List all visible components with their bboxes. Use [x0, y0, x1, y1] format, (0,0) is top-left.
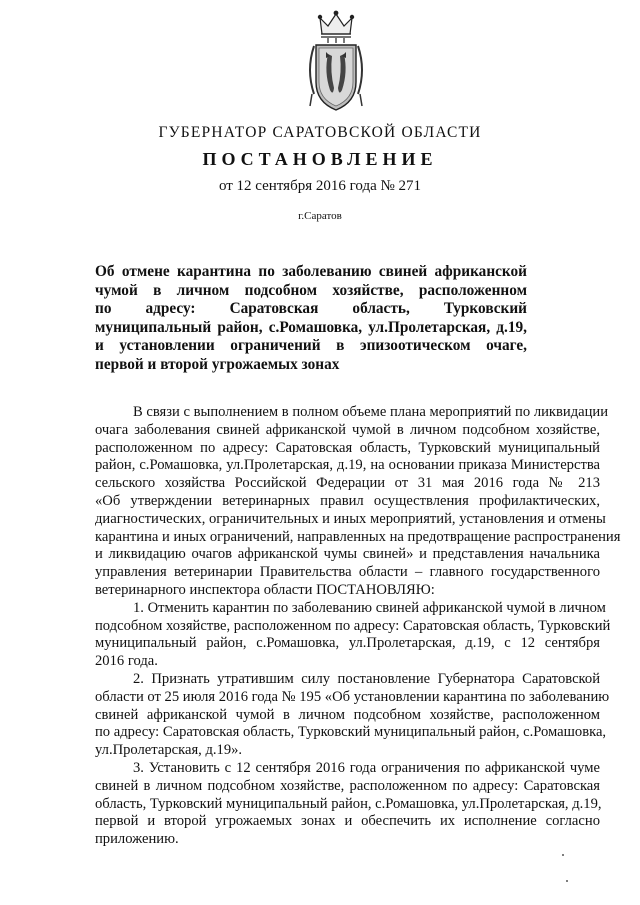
- scan-speck: [566, 880, 568, 882]
- document-place: г.Саратов: [298, 210, 342, 222]
- body-line: 2016 года.: [95, 653, 158, 670]
- subject-line: по адресу: Саратовская область, Турковский: [95, 300, 527, 318]
- coat-of-arms-icon: [300, 10, 372, 120]
- body-line: расположенном по адресу: Саратовская область, Турковский муниципальный: [95, 439, 600, 456]
- body-line: области от 25 июля 2016 года № 195 «Об установлении карантина по заболеванию: [95, 688, 610, 705]
- body-line: диагностических, ограничительных и иных мероприятий, установления и отмены: [95, 510, 606, 527]
- subject-line: первой и второй угрожаемых зонах: [95, 355, 340, 373]
- issuer-title: ГУБЕРНАТОР САРАТОВСКОЙ ОБЛАСТИ: [158, 124, 482, 141]
- body-line: и ликвидацию очагов африканской чумы свиней» и представления начальника: [95, 546, 600, 563]
- body-line: область, Турковский муниципальный район, с.Ромашовка, ул.Пролетарская, д.19,: [95, 795, 602, 812]
- body-line: свиней в личном подсобном хозяйстве, расположенном по адресу: Саратовская: [95, 777, 600, 794]
- document-subject: [95, 263, 527, 375]
- body-line: 3. Установить с 12 сентября 2016 года ограничения по африканской чуме: [133, 759, 600, 776]
- body-line: свиней африканской чумой в личном подсобном хозяйстве, расположенном: [95, 706, 600, 723]
- scan-speck: [562, 854, 564, 856]
- body-line: ул.Пролетарская, д.19».: [95, 742, 243, 759]
- body-line: первой и второй угрожаемых зонах и обеспечить их исполнение согласно: [95, 813, 600, 830]
- body-line: 1. Отменить карантин по заболеванию свиней африканской чумой в личном: [133, 599, 606, 616]
- body-line: управления ветеринарии Правительства области – главного государственного: [95, 564, 600, 581]
- subject-line: муниципальный район, с.Ромашовка, ул.Пролетарская, д.19,: [95, 318, 527, 336]
- body-line: В связи с выполнением в полном объеме плана мероприятий по ликвидации: [133, 404, 609, 420]
- document-type: ПОСТАНОВЛЕНИЕ: [202, 149, 438, 169]
- body-line: «Об утверждении ветеринарных правил осуществления профилактических,: [95, 492, 600, 509]
- body-line: сельского хозяйства Российской Федерации от 31 мая 2016 года № 213: [95, 475, 600, 492]
- subject-line: и установлении ограничений в эпизоотическом очаге,: [95, 337, 527, 355]
- body-line: очага заболевания свиней африканской чумой в личном подсобном хозяйстве,: [95, 421, 600, 438]
- body-line: район, с.Ромашовка, ул.Пролетарская, д.19, на основании приказа Министерства: [95, 457, 600, 474]
- body-line: 2. Признать утратившим силу постановление Губернатора Саратовской: [133, 670, 600, 687]
- subject-line: Об отмене карантина по заболеванию свиней африканской: [95, 263, 527, 280]
- body-line: ветеринарного инспектора области ПОСТАНОВЛЯЮ:: [95, 581, 435, 598]
- body-line: приложению.: [95, 831, 179, 848]
- document-body: [95, 404, 621, 849]
- document-date-number: от 12 сентября 2016 года № 271: [218, 178, 422, 194]
- body-line: муниципальный район, с.Ромашовка, ул.Пролетарская, д.19, с 12 сентября: [95, 635, 600, 652]
- subject-line: чумой в личном подсобном хозяйстве, расположенном: [95, 281, 527, 299]
- body-line: по адресу: Саратовская область, Турковский муниципальный район, с.Ромашовка,: [95, 724, 607, 741]
- body-line: карантина и иных ограничений, направленных на предотвращение распространения: [95, 528, 621, 545]
- body-line: подсобном хозяйстве, расположенном по адресу: Саратовская область, Турковский: [95, 617, 611, 634]
